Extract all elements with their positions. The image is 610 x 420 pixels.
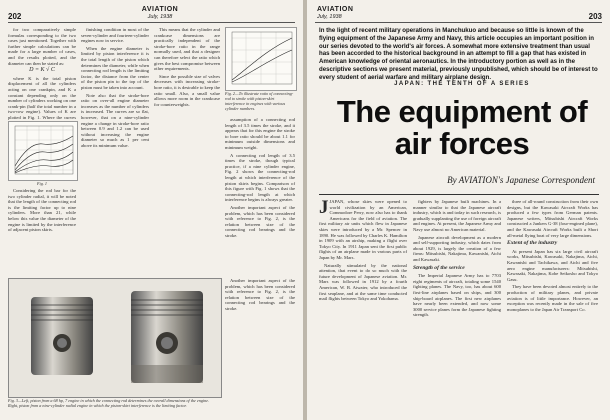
left-running-head <box>130 6 190 21</box>
left-column-1 <box>8 27 76 119</box>
paragraph: three of all-round construction from their own designs, but the Kawasaki Aircraft Works has produced a few types from German patents. Japanese writers, Mitsubishi Aircraft Works constructed a Junkers G-38 (four-engined plane), and the Kawasaki Aircraft Works built a Short all-metal flying boat of very large dimensions. <box>507 199 598 238</box>
piston-right <box>131 291 203 383</box>
article-title <box>327 96 597 160</box>
paragraph: for two comparatively simple formulas corresponding to the two cases just mentioned. Together with further simple calculations can be made for a large number of cases, and the results plotted, and the diameter can then be stated as: <box>8 27 76 66</box>
right-column-3 <box>507 199 598 413</box>
title-line-2: air forces <box>394 126 530 161</box>
figure-3-photo <box>8 278 222 398</box>
left-page-number: 202 <box>8 12 22 21</box>
right-page <box>307 0 610 420</box>
figure-1-graph <box>8 121 78 181</box>
paragraph: Another important aspect of the problem, which has been considered with reference to Fig. 2, is the relation between size of the connecting rod bearings and the stroke. <box>225 204 295 238</box>
paragraph: Since the possible size of valves decreases with increasing stroke-bore ratio, it is desirable to keep the ratio small. Also, a small value allows more room in the crankcase for counterweights. <box>154 73 220 107</box>
paragraph: At present Japan has six large civil aircraft works, Mitsubishi, Kawasaki, Nakajima, Aichi, Kawanishi and Tachikawa, and Aichi and five aero engine manufacturers: Mitsubishi, Kawasaki, Nakajima, Kobe Seikosho and Tokyo Gasu. <box>507 248 598 282</box>
right-column-1 <box>319 199 407 413</box>
piston-photos <box>9 279 221 397</box>
figure-2-curves <box>226 28 296 90</box>
paragraph: The Imperial Japanese Army has to 7703 eight regiments of aircraft, totaling some 1540 fighting planes. The Navy, too, has about 600 first-line airplanes based on ships, and 300 ship-board airplanes. The first new airplanes have nearly been extended, and now some 3000 service planes form the Japanese fighting strength. <box>413 273 501 318</box>
figure-1-caption: Fig. 1 <box>36 181 47 186</box>
paragraph: Considering the rod bar for the two cylinder radial, it will be noted that the length of the connecting rod is the limiting factor up to nine cylinders. More than 21, while below this value the diameter of the engine is limited by the interference of adjacent piston skirts. <box>8 188 76 233</box>
article-deck: In the light of recent military operations in Manchukuo and because so little is known of the flying equipment of the Japanese Army and Navy, this article occupies an important position in our series devoted to the world's air forces. A somewhat more extensive treatment than usual has been accorded to the historical background in an attempt to fill a gap that has existed in American knowledge of oriental aeronautics. In the introductory portion as well as in the descriptive sections we present material, previously unpublished, which should be of interest to every student of aerial warfare and military airplane design. <box>319 27 598 81</box>
paragraph: When the engine diameter is limited by piston interference it is the total length of the piston which determines the diameter, while when connecting rod length is the limiting factor, the distance from the center of the piston pin to the top of the piston must be taken into account. <box>81 45 149 90</box>
right-magazine-name: AVIATION <box>317 6 354 13</box>
left-column-4-cont <box>225 278 295 408</box>
figure-2-caption: Fig. 2—To illustrate ratio of connecting-rod to stroke with piston-skirt interference in engines with various cylinder numbers. <box>225 91 294 111</box>
left-issue-date: July, 1938 <box>147 14 173 20</box>
right-column-2 <box>413 199 501 413</box>
paragraph: Another important aspect of the problem, which has been considered with reference to Fig. 2, is the relation between size of the connecting rod bearings and the stroke. <box>225 278 295 311</box>
series-label: JAPAN: THE TENTH OF A SERIES <box>394 81 530 87</box>
section-heading-strength: Strength of the service <box>413 264 465 271</box>
left-column-4 <box>225 117 295 274</box>
byline-rule <box>319 194 599 195</box>
left-header-rule <box>8 22 295 23</box>
section-heading-industry: Extent of the industry <box>507 240 558 247</box>
paragraph: This means that the cylinder and crankcase dimensions are practically independent of the stroke-bore ratio in the range normally used, and that a designer can therefore select the ratio which gives the best compromise between other requirements. <box>154 27 220 72</box>
formula: D = K √ C <box>29 67 55 74</box>
title-line-1: The equipment of <box>336 94 588 129</box>
figure-1-curves <box>9 122 77 180</box>
left-column-2 <box>81 27 149 274</box>
paragraph: Note also that the stroke-bore ratio on over-all engine diameter increases as the number of cylinders is increased. The curves are so flat, however, that on a nine-cylinder engine a change in stroke-bore ratio between 0.9 and 1.2 can be used without increasing the engine diameter so much as 1 per cent above its minimum value. <box>81 92 149 148</box>
figure-2-graph <box>225 27 297 91</box>
paragraph: fighters by Japanese built machines. In a manner similar to that the Japanese aircraft industry, which is and today in such research, is gradually supplanting the use of foreign aircraft and engines. At present, the Japanese Army and Navy use almost no American material. <box>413 199 501 232</box>
paragraph: A connecting rod length of 3.5 times the stroke, though typical practice, if a nine cylinder engine, Fig. 2 shows the connecting-rod length at which interference of the piston skirts begins. Comparison of this figure with Fig. 1 shows that the connecting-rod length at which interference begins is always greater. <box>225 152 295 203</box>
byline: By AVIATION's Japanese Correspondent <box>447 175 595 185</box>
left-column-3 <box>154 27 220 274</box>
left-page <box>0 0 303 420</box>
drop-cap: J <box>319 197 329 218</box>
left-magazine-name: AVIATION <box>141 6 179 13</box>
paragraph: Naturally stimulated by the national attention, that event to do so much with the future development of Japanese aviation. Mr. Mars was followed in 1912 by a fourth American, W. B. Atwater, who introduced the first seaplane, and at the same time conducted mail flights between Tokyo and Yokohama. <box>319 262 407 302</box>
paragraph: finishing condition in most of the seven-cylinder and fourteen-cylinder engines now in service. <box>81 27 149 44</box>
right-header-rule <box>315 22 602 23</box>
right-running-head <box>317 6 353 21</box>
figure-3-caption: Fig. 3—Left, piston from a 68 hp, 7 engine in which the connecting rod determines the overall dimensions of the engine. Right, piston from a nine-cylinder radial engine in which the piston-skirt interference is the limiting factor. <box>8 398 210 408</box>
right-page-number: 203 <box>588 12 602 21</box>
paragraph: JJAPAN, whose skies were opened to world civilization by an American, Commodore Perry, now also has to thank Americans for the field of aviation. The first military air units which flew in Japanese skies were introduced by a Mr. Spencer in 1890. He was followed by Charles K. Hamilton in 1909 with an airship, making a flight over Tokyo City. In 1911 Japan sent the first public flights of an airplane made in various parts of Japan by Mr. Mars. <box>319 197 407 260</box>
right-issue-date: July, 1938 <box>317 14 342 20</box>
left-column-1-cont <box>8 188 76 274</box>
paragraph: They have been devoted almost entirely to the production of military planes, and private aviation is of little importance. However, an exception was recently made in the sale of five monoplanes to the Japan Air Transport Co. <box>507 284 598 312</box>
piston-left <box>31 297 93 375</box>
paragraph: assumption of a connecting rod length of 3.5 times the stroke, and it appears that for this engine the stroke to bore ratio should be about 1.1 for minimum outside dimensions and minimum weight. <box>225 117 295 150</box>
paragraph: where K is the total piston displacement of all the cylinders acting on one crankpin, and K a constant depending only on the number of cylinders working on one crank-pin (half the total number in a two-row engine). Values of K are plotted in Fig. 1. Where the curves <box>8 75 76 120</box>
paragraph: Japanese aircraft development as a modern and self-supporting industry, which dates from about 1929, is largely the creation of a few firms: Mitsubishi, Nakajima, Kawanishi, Aichi and Kawasaki. <box>413 234 501 262</box>
